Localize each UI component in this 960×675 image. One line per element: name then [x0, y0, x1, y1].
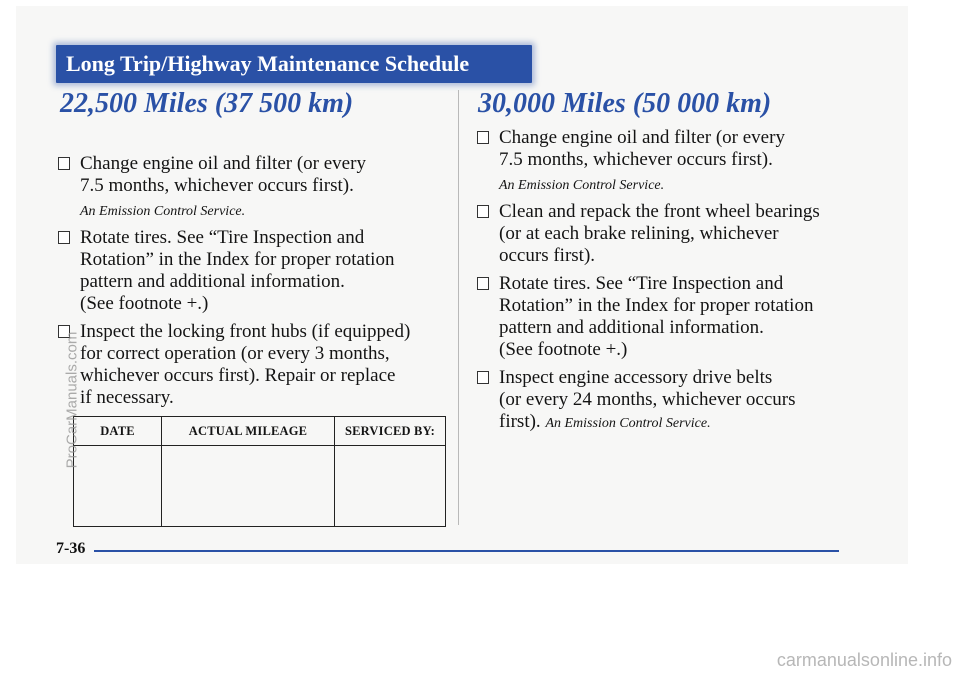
date-header: DATE — [74, 417, 162, 446]
watermark-text: ProCarManuals.com — [63, 331, 81, 469]
checklist-item: Change engine oil and filter (or every 7.5 months, whichever occurs first). An Emission Control Service. — [58, 153, 458, 221]
checklist-item: Change engine oil and filter (or every 7.5 months, whichever occurs first). An Emission Control Service. — [477, 127, 897, 195]
emission-note: An Emission Control Service. — [499, 178, 665, 193]
table-header-row — [74, 417, 446, 446]
section-title: Long Trip/Highway Maintenance Schedule — [66, 51, 470, 76]
left-checklist — [58, 153, 458, 415]
emission-note: An Emission Control Service. — [545, 416, 711, 431]
checklist-item: Inspect engine accessory drive belts (or every 24 months, whichever occurs first). An Emission Control Service. — [477, 367, 897, 435]
serviced-by-cell[interactable] — [335, 446, 446, 527]
serviced-by-header: SERVICED BY: — [335, 417, 446, 446]
left-mileage-heading: 22,500 Miles (37 500 km) — [60, 88, 354, 119]
checkbox[interactable] — [477, 131, 489, 144]
checkbox[interactable] — [58, 231, 70, 244]
table-row — [74, 446, 446, 527]
mileage-cell[interactable] — [162, 446, 335, 527]
checklist-item: Clean and repack the front wheel bearings (or at each brake relining, whichever occurs first). — [477, 201, 897, 267]
right-checklist — [477, 127, 897, 441]
service-log-table — [73, 416, 446, 527]
page-number: 7-36 — [56, 540, 86, 557]
checklist-item: Rotate tires. See “Tire Inspection and Rotation” in the Index for proper rotation pattern and additional information. (See footnote +.) — [477, 273, 897, 361]
emission-note: An Emission Control Service. — [80, 204, 246, 219]
actual-mileage-header: ACTUAL MILEAGE — [162, 417, 335, 446]
checklist-item: Inspect the locking front hubs (if equipped) for correct operation (or every 3 months, whichever occurs first). Repair or replace if necessary. — [58, 321, 458, 409]
footer-rule — [94, 550, 839, 552]
checkbox[interactable] — [477, 205, 489, 218]
checkbox[interactable] — [477, 277, 489, 290]
section-header-bar — [56, 45, 532, 83]
date-cell[interactable] — [74, 446, 162, 527]
site-watermark: carmanualsonline.info — [776, 650, 952, 670]
right-mileage-heading: 30,000 Miles (50 000 km) — [478, 88, 772, 119]
column-divider — [458, 90, 459, 525]
checklist-item: Rotate tires. See “Tire Inspection and Rotation” in the Index for proper rotation pattern and additional information. (See footnote +.) — [58, 227, 458, 315]
checkbox[interactable] — [58, 157, 70, 170]
checkbox[interactable] — [477, 371, 489, 384]
